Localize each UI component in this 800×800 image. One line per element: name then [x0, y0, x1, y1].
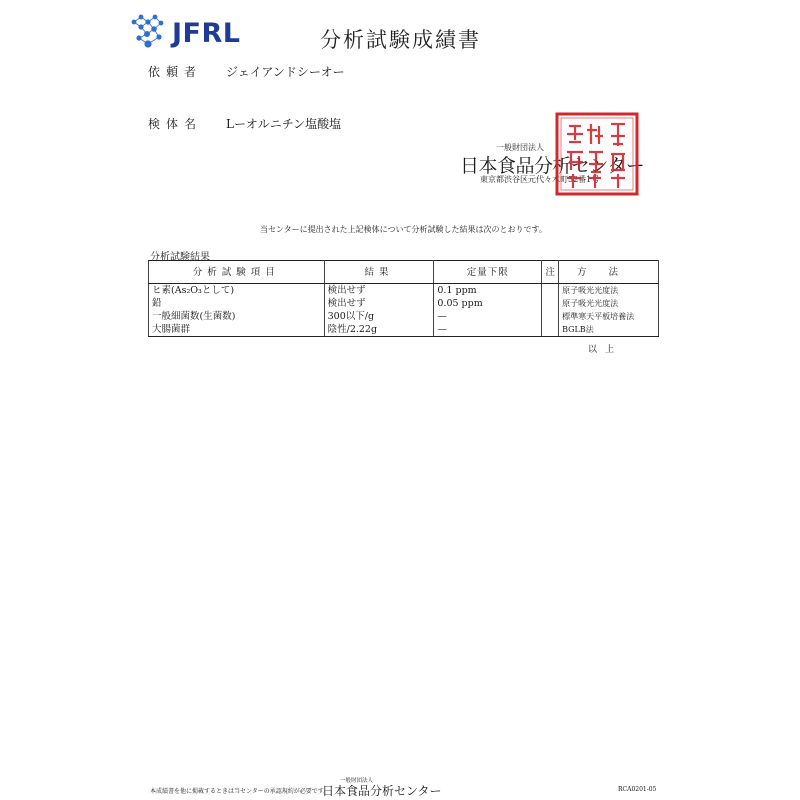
table-row [149, 297, 659, 310]
lab-prefix: 一般財団法人 [496, 143, 544, 152]
cell-result: 検出せず [324, 297, 434, 310]
header-result: 結果 [324, 261, 434, 284]
cell-note [542, 297, 559, 310]
cell-limit: — [434, 323, 542, 337]
molecule-logo-icon [128, 12, 174, 50]
cell-limit: 0.1 ppm [434, 284, 542, 298]
cell-item: 一般細菌数(生菌数) [149, 310, 325, 323]
sample-value: Lーオルニチン塩酸塩 [226, 117, 342, 131]
cell-method: 原子吸光光度法 [559, 284, 659, 298]
cell-limit: 0.05 ppm [434, 297, 542, 310]
cell-item: 大腸菌群 [149, 323, 325, 337]
cell-result: 陰性/2.22g [324, 323, 434, 337]
footer-lab-prefix: 一般財団法人 [340, 778, 374, 784]
results-table [148, 260, 659, 337]
form-code: RCA0201-05 [618, 786, 657, 793]
header-method: 方法 [559, 261, 659, 284]
end-mark: 以上 [588, 345, 623, 355]
statement-text: 当センターに提出された上記検体について分析試験した結果は次のとおりです。 [260, 225, 547, 234]
client-value: ジェイアンドシーオー [226, 65, 345, 79]
lab-name: 日本食品分析センター [460, 155, 645, 177]
table-row [149, 284, 659, 298]
cell-method: 標準寒天平板培養法 [559, 310, 659, 323]
cell-limit: — [434, 310, 542, 323]
results-section-title: 分析試験結果 [150, 252, 210, 263]
client-label: 依頼者 [148, 65, 203, 79]
cell-method: BGLB法 [559, 323, 659, 337]
lab-address: 東京都渋谷区元代々木町52番1号 [480, 175, 600, 184]
sample-label: 検体名 [148, 117, 203, 131]
jfrl-logo [128, 12, 241, 52]
cell-note [542, 310, 559, 323]
logo-wordmark: JFRL [172, 18, 241, 49]
footer-lab-name: 日本食品分析センター [322, 784, 442, 798]
cell-note [542, 284, 559, 298]
cell-item: ヒ素(As₂O₃として) [149, 284, 325, 298]
cell-result: 300以下/g [324, 310, 434, 323]
footer-note: 本成績書を他に掲載するときは当センターの承認規約が必要です。 [150, 788, 330, 795]
header-item: 分析試験項目 [149, 261, 325, 284]
table-row [149, 323, 659, 337]
cell-result: 検出せず [324, 284, 434, 298]
table-header-row [149, 261, 659, 284]
cell-note [542, 323, 559, 337]
document-title: 分析試験成績書 [320, 28, 481, 52]
cell-method: 原子吸光光度法 [559, 297, 659, 310]
table-row [149, 310, 659, 323]
seal-stamp-icon [555, 112, 639, 196]
header-note: 注 [542, 261, 559, 284]
official-seal [555, 112, 639, 196]
header-limit: 定量下限 [434, 261, 542, 284]
cell-item: 鉛 [149, 297, 325, 310]
